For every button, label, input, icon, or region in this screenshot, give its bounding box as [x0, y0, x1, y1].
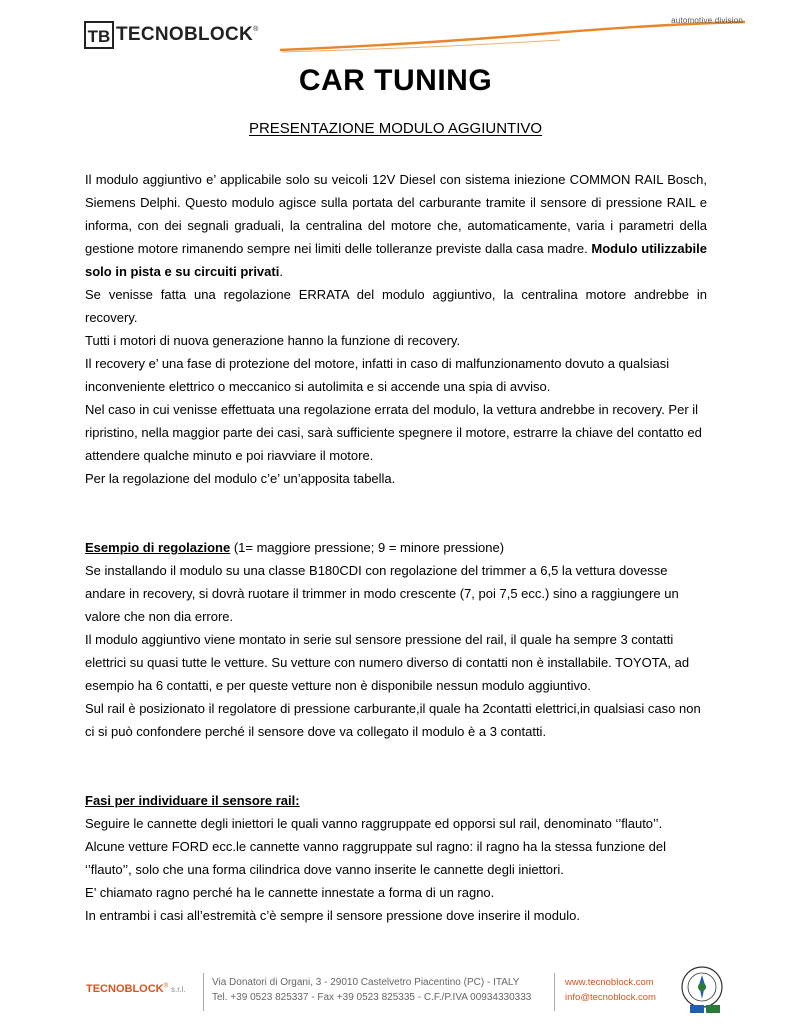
intro-paragraph-6: Per la regolazione del modulo c’e’ un’apposita tabella. — [85, 471, 396, 486]
footer-contacts: Tel. +39 0523 825337 - Fax +39 0523 825335 - C.F./P.IVA 00934330333 — [212, 992, 532, 1003]
footer-email-link[interactable]: info@tecnoblock.com — [565, 992, 656, 1003]
tb-logo-icon — [84, 20, 114, 50]
example-heading-line — [85, 536, 707, 559]
example-paragraph-2: Il modulo aggiuntivo viene montato in serie sul sensore pressione del rail, il quale ha sempre 3 contatti elettrici su quasi tutte le vetture. Su vetture con numero diverso di contatti non è installabile. TOYOTA, ad esempio ha 6 contatti, e per queste vetture non è disponibile nessun modulo aggiuntivo. — [85, 632, 690, 693]
phases-paragraph-4: In entrambi i casi all’estremità c’è sempre il sensore pressione dove inserire il modulo. — [85, 908, 580, 923]
certification-seal-icon — [680, 965, 730, 1015]
page-header — [0, 0, 791, 62]
intro-paragraph-3: Tutti i motori di nuova generazione hanno la funzione di recovery. — [85, 333, 461, 348]
phases-paragraph-3: E’ chiamato ragno perché ha le cannette innestate a forma di un ragno. — [85, 885, 495, 900]
document-body — [85, 168, 707, 927]
footer-divider — [554, 973, 555, 1011]
intro-paragraph-4: Il recovery e’ una fase di protezione del motore, infatti in caso di malfunzionamento dovuto a qualsiasi inconveniente elettrico o meccanico si autolimita e si accende una spia di avviso. — [85, 356, 670, 394]
example-heading: Esempio di regolazione — [85, 540, 231, 555]
phases-heading: Fasi per individuare il sensore rail: — [85, 793, 300, 808]
footer-address: Via Donatori di Organi, 3 - 29010 Castelvetro Piacentino (PC) - ITALY — [212, 977, 520, 988]
footer-web-block — [565, 975, 656, 1005]
page-footer — [0, 965, 791, 1015]
brand-logo — [84, 20, 259, 50]
intro-paragraph-5: Nel caso in cui venisse effettuata una regolazione errata del modulo, la vettura andrebbe in recovery. Per il ripristino, nella maggior parte dei casi, sarà sufficiente spegnere il motore, estrarre la chiave del contatto ed attendere qualche minuto e poi riavviare il motore. — [85, 402, 702, 463]
phases-heading-line — [85, 789, 707, 812]
footer-divider — [203, 973, 204, 1011]
page-title: CAR TUNING — [298, 64, 493, 97]
section-spacer — [85, 743, 707, 789]
brand-name: TECNOBLOCK® — [116, 24, 259, 45]
phases-paragraph-2: Alcune vetture FORD ecc.le cannette vanno raggruppate sul ragno: il ragno ha la stessa funzione del ‘’flauto’’, solo che una forma cilindrica dove vanno inserite le cannette degli iniettori. — [85, 839, 667, 877]
phases-paragraph-1: Seguire le cannette degli iniettori le quali vanno raggruppate ed opporsi sul rail, denominato ‘’flauto’’. — [85, 816, 663, 831]
page-subtitle: PRESENTAZIONE MODULO AGGIUNTIVO — [248, 120, 543, 137]
division-label: automotive division — [671, 16, 743, 25]
example-paragraph-3: Sul rail è posizionato il regolatore di pressione carburante,il quale ha 2contatti elettrici,in qualsiasi caso non ci si può confondere perché il sensore dove va collegato il modulo è a 3 contatti. — [85, 701, 701, 739]
section-spacer — [85, 490, 707, 536]
logo-mark-text: TB — [87, 27, 111, 46]
intro-paragraph-1: Il modulo aggiuntivo e’ applicabile solo su veicoli 12V Diesel con sistema iniezione COMMON RAIL Bosch, Siemens Delphi. Questo modulo agisce sulla portata del carburante tramite il sensore di pressione RAIL e informa, con dei segnali graduali, la centralina del motore che, automaticamente, varia i parametri della gestione motore rimanendo sempre nei limiti delle tolleranze previste dalla casa madre. Modulo utilizzabile solo in pista e su circuiti privati. — [85, 172, 708, 279]
example-heading-note: (1= maggiore pressione; 9 = minore pressione) — [230, 540, 505, 555]
footer-brand: TECNOBLOCK® s.r.l. — [86, 983, 186, 995]
intro-paragraph-2: Se venisse fatta una regolazione ERRATA del modulo aggiuntivo, la centralina motore andrebbe in recovery. — [85, 287, 707, 325]
example-paragraph-1: Se installando il modulo su una classe B180CDI con regolazione del trimmer a 6,5 la vettura dovesse andare in recovery, si dovrà ruotare il trimmer in modo crescente (7, poi 7,5 ecc.) sino a raggiungere un valore che non dia errore. — [85, 563, 679, 624]
footer-address-block — [212, 975, 531, 1005]
footer-website-link[interactable]: www.tecnoblock.com — [565, 977, 654, 988]
